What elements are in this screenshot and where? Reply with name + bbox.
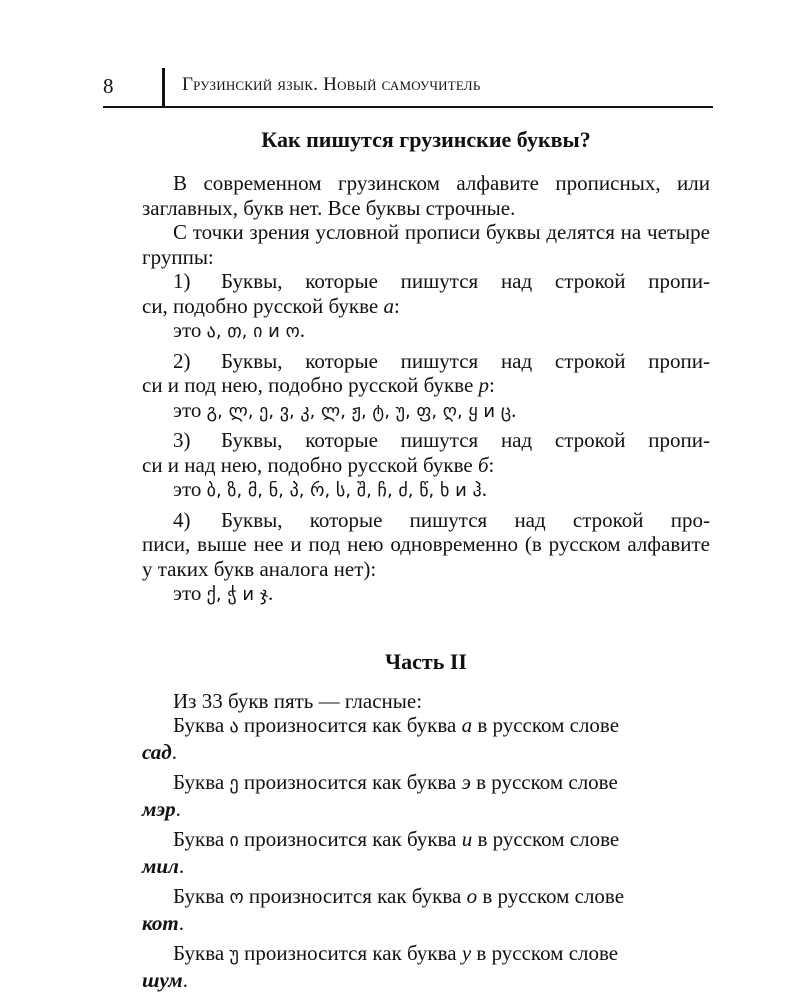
- example-word: шум: [142, 967, 183, 992]
- vowel-text: произносится как буква: [238, 941, 462, 965]
- group-1-line2: [142, 294, 710, 319]
- georgian-letter: ო: [229, 887, 244, 908]
- vowel-row: Буква ა произносится как буква а в русском слове сад.: [142, 713, 620, 764]
- group-2-line2: [142, 373, 710, 398]
- vowel-text: Буква: [173, 827, 230, 851]
- group-2-examples: [142, 398, 710, 425]
- example-word: мэр: [142, 796, 176, 821]
- group-number: 3): [173, 428, 191, 452]
- page-number: 8: [103, 74, 114, 98]
- punct: :: [488, 452, 495, 477]
- vowel-row: Буква უ произносится как буква у в русском слове шум.: [142, 941, 619, 992]
- group-text: Буквы, которые пишутся над строкой пропи-: [221, 428, 710, 452]
- group-text: си и над нею, подобно русской букве: [142, 452, 478, 477]
- vowel-text: Буква: [173, 770, 230, 794]
- punct: .: [481, 477, 487, 501]
- russian-letter: и: [461, 827, 473, 851]
- georgian-letters: ა, თ, ი и ო: [206, 321, 300, 342]
- examples-prefix: это: [173, 477, 207, 501]
- example-word: кот: [142, 910, 179, 935]
- vowel-row: Буква ო произносится как буква о в русском слове кот.: [142, 884, 625, 935]
- group-4-examples: [142, 581, 710, 608]
- header-divider: [162, 68, 165, 106]
- georgian-letter: უ: [229, 944, 239, 965]
- example-letter: р: [478, 373, 490, 397]
- vowel-text: в русском слове: [477, 884, 625, 908]
- examples-prefix: это: [173, 318, 207, 342]
- vowel-row: Буква ი произносится как буква и в русском слове мил.: [142, 827, 620, 878]
- page-body: [142, 122, 710, 992]
- group-3-examples: [142, 477, 710, 504]
- group-text: писи, выше нее и под нею одновременно (в русском алфавите у таких букв аналога нет):: [142, 532, 710, 581]
- section-title: Как пишутся грузинские буквы?: [261, 127, 591, 152]
- group-text: Буквы, которые пишутся над строкой про-: [221, 507, 710, 532]
- group-1-examples: [142, 318, 710, 345]
- group-text: Буквы, которые пишутся над строкой пропи-: [221, 348, 710, 373]
- vowels-intro: Из 33 букв пять — гласные:: [173, 688, 423, 713]
- georgian-letter: ი: [229, 830, 239, 851]
- russian-letter: у: [461, 941, 472, 965]
- vowel-text: произносится как буква: [243, 884, 467, 908]
- vowel-text: в русском слове: [470, 770, 618, 794]
- punct: .: [268, 581, 274, 605]
- vowel-text: Буква: [173, 941, 230, 965]
- punct: :: [394, 293, 400, 318]
- russian-letter: о: [466, 884, 478, 908]
- paragraph-groups-intro: С точки зрения условной прописи буквы делятся на четыре группы:: [142, 220, 710, 269]
- group-2-line1: [142, 349, 710, 374]
- russian-letter: э: [461, 770, 471, 794]
- georgian-letters: ქ, ჭ и ჯ: [206, 584, 269, 605]
- examples-prefix: это: [173, 397, 207, 422]
- georgian-letter: ა: [229, 716, 239, 737]
- group-number: 1): [173, 269, 191, 293]
- running-title: Грузинский язык. Новый самоучитель: [182, 74, 481, 95]
- vowel-text: Буква: [173, 884, 230, 908]
- georgian-letters: ბ, ზ, მ, ნ, პ, რ, ს, შ, ჩ, ძ, წ, ხ и ჰ: [206, 480, 482, 501]
- group-3-line1: [142, 428, 710, 453]
- example-word: сад: [142, 739, 172, 764]
- group-text: си и под нею, подобно русской букве: [142, 373, 479, 397]
- group-1-line1: [142, 269, 710, 294]
- georgian-letter: ე: [229, 773, 239, 794]
- vowel-text: произносится как буква: [238, 770, 462, 794]
- header-rule: [103, 106, 713, 108]
- punct: .: [511, 397, 517, 422]
- group-3-line2: [142, 453, 710, 478]
- example-word: мил: [142, 853, 179, 878]
- vowel-text: в русском слове: [472, 827, 620, 851]
- vowel-text: произносится как буква: [238, 713, 462, 737]
- group-4-line1: [142, 508, 710, 533]
- russian-letter: а: [461, 713, 473, 737]
- paragraph-intro: В современном грузинском алфавите прописных, или заглавных, букв нет. Все буквы строчные.: [142, 171, 710, 220]
- vowel-text: в русском слове: [472, 713, 620, 737]
- example-letter: б: [477, 452, 489, 477]
- punct: :: [489, 373, 495, 397]
- section-2-title: Часть II: [385, 648, 467, 674]
- group-number: 2): [173, 348, 191, 373]
- vowel-row: Буква ე произносится как буква э в русском слове мэр.: [142, 770, 618, 821]
- vowel-text: Буква: [173, 713, 230, 737]
- group-text: Буквы, которые пишутся над строкой пропи-: [221, 269, 710, 293]
- example-letter: а: [383, 293, 394, 318]
- vowel-text: произносится как буква: [238, 827, 462, 851]
- vowel-text: в русском слове: [471, 941, 619, 965]
- examples-prefix: это: [173, 581, 207, 605]
- punct: .: [299, 318, 305, 342]
- group-number: 4): [173, 507, 191, 532]
- group-4-line2: [142, 532, 710, 581]
- group-text: си, подобно русской букве: [142, 293, 384, 318]
- georgian-letters: გ, ლ, ე, ვ, კ, ლ, ჟ, ტ, უ, ფ, ღ, ყ и ც: [206, 400, 512, 422]
